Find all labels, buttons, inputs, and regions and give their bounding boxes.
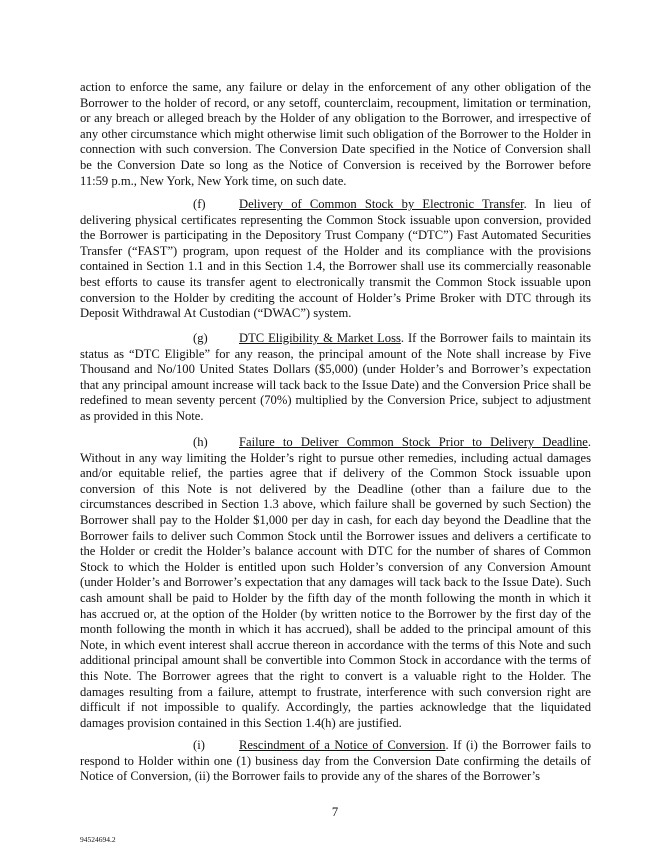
paragraph-text: . Without in any way limiting the Holder’s right to pursue other remedies, including actual damages and/or equitable relief, the parties agree that if delivery of the Common Stock issuable upon conversion of this Note is not delivered by the Deadline (other than a failure due to the circumstances described in Section 1.3 above, which failure shall be governed by such Section) the Borrower shall pay to the Holder $1,000 per day in cash, for each day beyond the Deadline that the Borrower fails to deliver such Common Stock until the Borrower issues and delivers a certificate to the Holder or credit the Holder’s balance account with DTC for the number of shares of Common Stock to which the Holder is entitled upon such Holder’s conversion of any Conversion Amount (under Holder’s and Borrower’s expectation that any damages will tack back to the Issue Date). Such cash amount shall be paid to Holder by the fifth day of the month following the month in which it has accrued or, at the option of the Holder (by written notice to the Borrower by the first day of the month following the month in which it has accrued), shall be added to the principal amount of this Note, in which event interest shall accrue thereon in accordance with the terms of this Note and such additional principal amount shall be convertible into Common Stock in accordance with the terms of this Note. The Borrower agrees that the right to convert is a valuable right to the Holder. The damages resulting from a failure, attempt to frustrate, interference with such conversion right are difficult if not impossible to qualify. Accordingly, the parties acknowledge that the liquidated damages provision contained in this Section 1.4(h) are justified. bbox=[80, 435, 591, 730]
paragraph-text: . If the Borrower fails to maintain its status as “DTC Eligible” for any reason, the principal amount of the Note shall increase by Five Thousand and No/100 United States Dollars ($5,000) (under Holder’s and Borrower’s expectation that any principal amount increase will tack back to the Issue Date) and the Conversion Price shall be redefined to mean seventy percent (70%) multiplied by the Conversion Price, subject to adjustment as provided in this Note. bbox=[80, 331, 592, 423]
paragraph-continuation bbox=[80, 80, 591, 189]
section-number: (h) bbox=[193, 435, 208, 449]
section-number: (f) bbox=[193, 197, 206, 211]
document-id: 94524694.2 bbox=[80, 835, 116, 844]
section-number: (g) bbox=[193, 331, 208, 345]
paragraph-g bbox=[80, 331, 591, 425]
section-heading: Rescindment of a Notice of Conversion bbox=[239, 738, 446, 752]
paragraph-text: . If (i) the Borrower fails to respond to Holder within one (1) business day from the Conversion Date confirming the details of Notice of Conversion, (ii) the Borrower fails to provide any of the shares of the Borrower’s bbox=[80, 738, 591, 784]
section-heading: Failure to Deliver Common Stock Prior to Delivery Deadline bbox=[239, 435, 588, 449]
page-number: 7 bbox=[331, 805, 339, 819]
paragraph-f bbox=[80, 197, 591, 322]
paragraph-text: action to enforce the same, any failure or delay in the enforcement of any other obligation of the Borrower to the holder of record, or any setoff, counterclaim, recoupment, limitation or termination, or any breach or alleged breach by the Holder of any obligation to the Borrower, and irrespective of any other circumstance which might otherwise limit such obligation of the Borrower to the Holder in connection with such conversion. The Conversion Date specified in the Notice of Conversion shall be the Conversion Date so long as the Notice of Conversion is received by the Borrower before 11:59 p.m., New York, New York time, on such date. bbox=[80, 80, 591, 188]
paragraph-i bbox=[80, 738, 591, 785]
paragraph-text: . In lieu of delivering physical certificates representing the Common Stock issuable upon conversion, provided the Borrower is participating in the Depository Trust Company (“DTC”) Fast Automated Securities Transfer (“FAST”) program, upon request of the Holder and its compliance with the provisions contained in Section 1.1 and in this Section 1.4, the Borrower shall use its commercially reasonable best efforts to cause its transfer agent to electronically transmit the Common Stock issuable upon conversion to the Holder by crediting the account of Holder’s Prime Broker with DTC through its Deposit Withdrawal At Custodian (“DWAC”) system. bbox=[80, 197, 591, 321]
section-number: (i) bbox=[193, 738, 205, 752]
section-heading: Delivery of Common Stock by Electronic Transfer bbox=[239, 197, 524, 211]
paragraph-h bbox=[80, 435, 591, 731]
section-heading: DTC Eligibility & Market Loss bbox=[239, 331, 401, 345]
